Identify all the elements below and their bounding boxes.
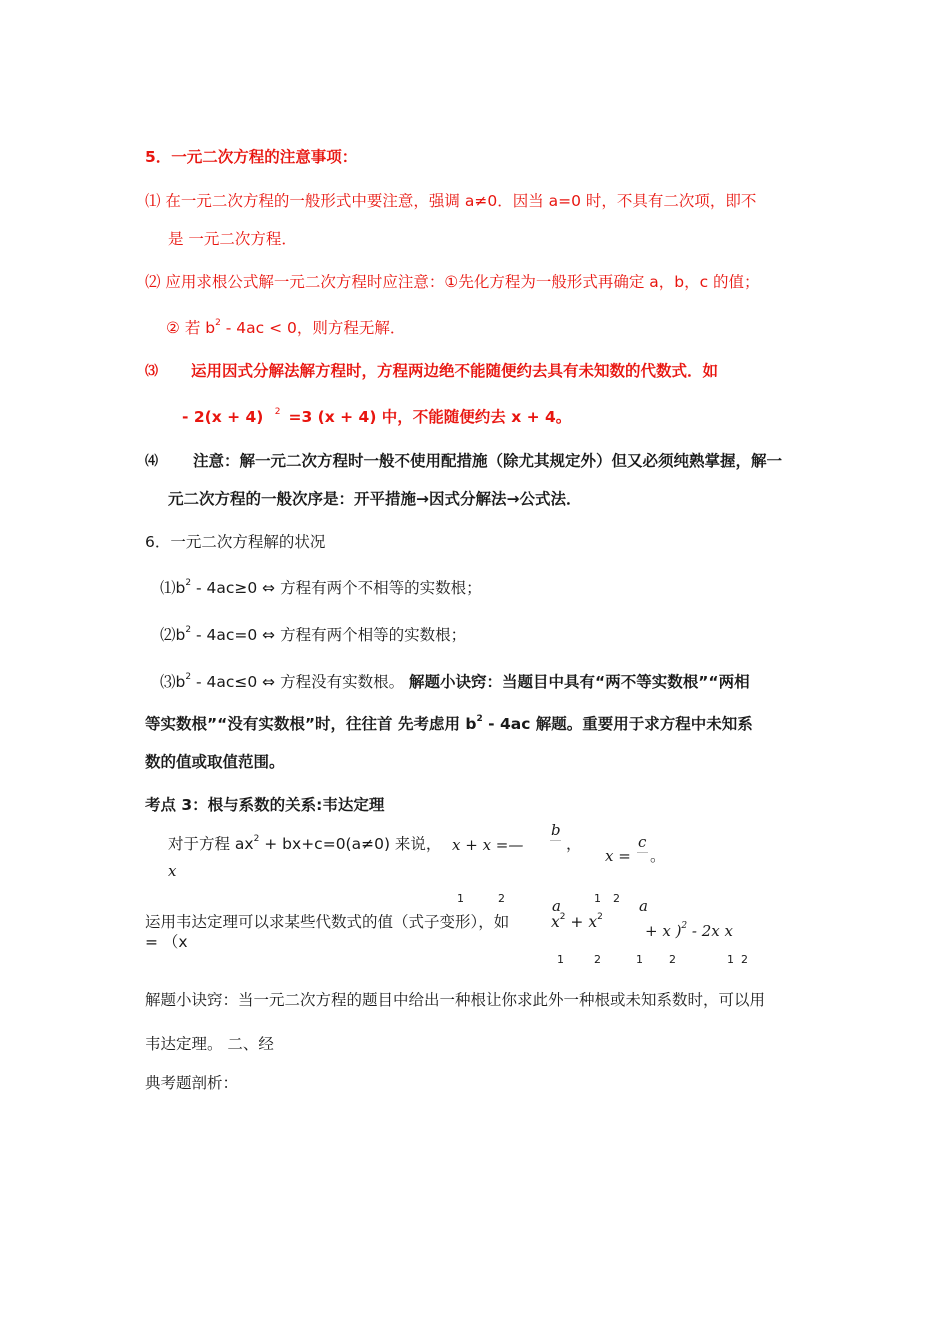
note-4-number: ⑷ <box>145 454 159 469</box>
note-2-post: - 4ac < 0，则方程无解． <box>220 319 406 337</box>
case-2 <box>160 625 466 648</box>
note-3-number: ⑶ <box>145 364 159 379</box>
vieta-b-bar <box>550 840 561 841</box>
note-3-line-b <box>182 407 571 430</box>
note-2-sup: 2 <box>215 318 221 328</box>
application-eq: = （x <box>145 933 188 951</box>
note-1-line-b: 是 一元二次方程． <box>168 230 297 248</box>
case-1-post: - 4ac≥0 ⇔ 方程有两个不相等的实数根； <box>191 579 482 597</box>
app-tail-sup: 2 <box>681 921 688 931</box>
case-2-sup: 2 <box>185 625 192 635</box>
case-3-pre: ⑶b <box>160 673 186 691</box>
app-x-expr <box>551 912 603 935</box>
vieta-b: b <box>551 821 561 839</box>
vieta-end: 。 <box>650 847 666 865</box>
section-k3-title: 考点 3：根与系数的关系:韦达定理 <box>145 796 385 814</box>
note-4-line-a: 注意：解一元二次方程时一般不使用配措施（除尤其规定外）但又必须纯熟掌握，解一 <box>193 452 783 470</box>
app-a-left: a <box>552 897 561 915</box>
vieta-c: c <box>638 833 647 851</box>
case-3-post: - 4ac≤0 ⇔ 方程没有实数根。 <box>191 673 410 691</box>
app-tail-b: - 2x x <box>687 922 733 940</box>
vieta-post: + bx+c=0(a≠0) 来说， <box>259 835 442 853</box>
sub-1d: 1 <box>636 953 643 966</box>
vieta-pre: 对于方程 ax <box>168 835 254 853</box>
app-tail <box>645 921 733 944</box>
tip-2-line-a: 解题小诀窍：当一元二次方程的题目中给出一种根让你求此外一种根或未知系数时，可以用 <box>145 991 766 1009</box>
sub-1e: 1 <box>727 953 734 966</box>
application-line: 运用韦达定理可以求某些代数式的值（式子变形），如 <box>145 913 510 931</box>
sub-1c: 1 <box>557 953 564 966</box>
case-3-sup: 2 <box>185 672 192 682</box>
section-5-title: 5．一元二次方程的注意事项： <box>145 148 358 166</box>
note-2-line-a: ⑵ 应用求根公式解一元二次方程时应注意：①先化方程为一般形式再确定 a，b，c 的值； <box>145 273 760 291</box>
app-a-right: a <box>639 897 648 915</box>
sub-2b: 2 <box>613 892 620 905</box>
case-1-pre: ⑴b <box>160 579 186 597</box>
vieta-sup: 2 <box>253 834 260 844</box>
app-plus: + <box>565 913 589 931</box>
sub-2a: 2 <box>498 892 505 905</box>
note-2-pre: ② 若 b <box>166 319 216 337</box>
app-x2: x <box>588 913 598 931</box>
note-3-sup: 2 <box>274 407 281 417</box>
note-3-post: =3 (x + 4) 中，不能随便约去 x + 4。 <box>288 408 572 426</box>
note-2-line-b <box>166 318 405 341</box>
vieta-c-bar <box>637 852 648 853</box>
sub-1a: 1 <box>457 892 464 905</box>
vieta-prod: x = <box>605 847 631 865</box>
sub-1b: 1 <box>594 892 601 905</box>
vieta-sum: x + x =— <box>452 836 524 854</box>
vieta-x: x <box>168 862 177 880</box>
case-2-pre: ⑵b <box>160 626 186 644</box>
note-3-line-a: 运用因式分解法解方程时，方程两边绝不能随便约去具有未知数的代数式．如 <box>191 362 719 380</box>
vieta-comma: ， <box>566 835 582 853</box>
section-6-title: 6．一元二次方程解的状况 <box>145 533 326 551</box>
app-x2-sup: 2 <box>597 912 603 922</box>
tip-1-line-c: 数的值或取值范围。 <box>145 753 285 771</box>
tip-2-line-b: 韦达定理。 二、经 <box>145 1035 274 1053</box>
tip-1-b-sup: 2 <box>476 714 483 724</box>
app-tail-a: + x ) <box>645 922 682 940</box>
case-3 <box>160 672 750 695</box>
tip-1-b-post: - 4ac 解题。重要用于求方程中未知系 <box>482 715 753 733</box>
sub-2d: 2 <box>669 953 676 966</box>
tip-1-line-b <box>145 714 753 737</box>
sub-2e: 2 <box>741 953 748 966</box>
app-x1: x <box>551 913 560 931</box>
note-4-line-b: 元二次方程的一般次序是：开平措施→因式分解法→公式法． <box>168 490 582 508</box>
tip-1-b-pre: 等实数根”“没有实数根”时，往往首 先考虑用 b <box>145 715 477 733</box>
vieta-statement <box>168 834 441 857</box>
sub-2c: 2 <box>594 953 601 966</box>
case-2-post: - 4ac=0 ⇔ 方程有两个相等的实数根； <box>191 626 467 644</box>
case-1 <box>160 578 482 601</box>
tip-1-line-a: 解题小诀窍：当题目中具有“两不等实数根”“两相 <box>409 673 750 691</box>
case-1-sup: 2 <box>185 578 192 588</box>
tip-2-line-c: 典考题剖析： <box>145 1074 239 1092</box>
note-1-line-a: ⑴ 在一元二次方程的一般形式中要注意，强调 a≠0．因当 a=0 时，不具有二次项，即不 <box>145 192 757 210</box>
note-3-pre: - 2(x + 4) <box>182 408 264 426</box>
app-x1-sup: 2 <box>559 912 566 922</box>
